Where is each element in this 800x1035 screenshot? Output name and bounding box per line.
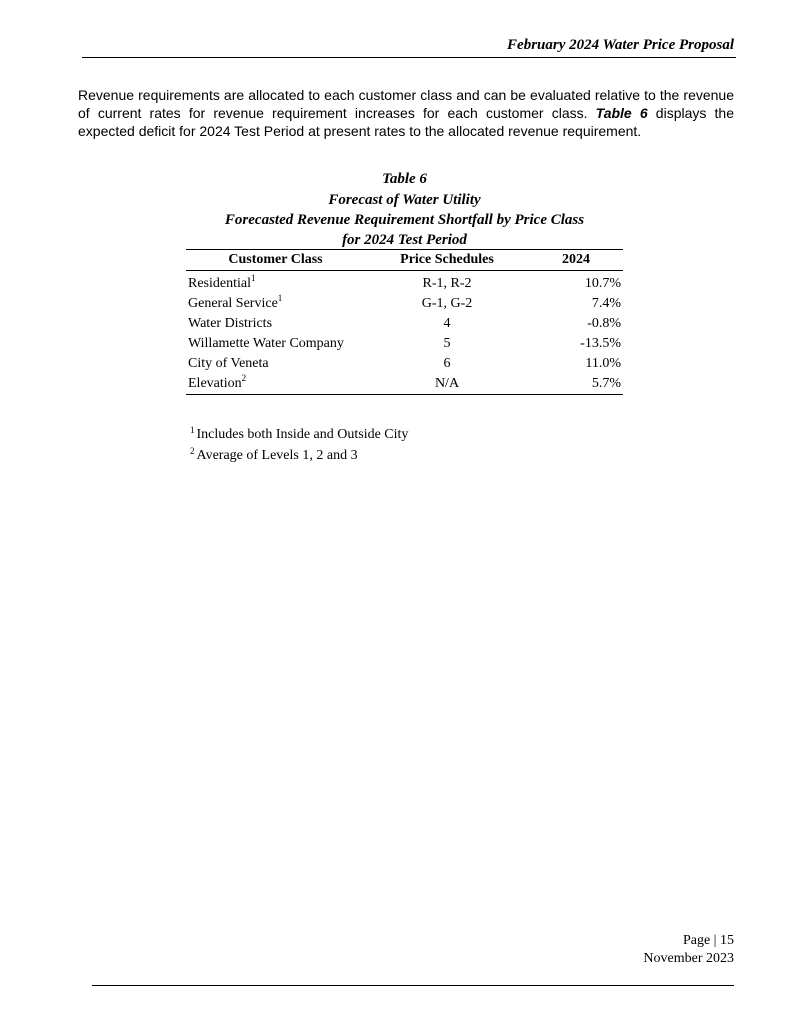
- header-customer-class: Customer Class: [186, 250, 365, 271]
- footnote-marker: 1: [251, 273, 256, 283]
- value-cell: 7.4%: [591, 296, 621, 311]
- customer-class-cell: Elevation$^2$: [186, 374, 365, 395]
- table-row: [186, 271, 623, 295]
- price-schedules-cell: 5: [443, 336, 451, 351]
- footnote-1: [190, 427, 408, 443]
- footnote-2: [190, 448, 358, 464]
- footnote-marker: 2: [241, 373, 247, 383]
- footnote-text: Includes both Inside and Outside City: [196, 427, 409, 442]
- footer-date: November 2023: [643, 951, 734, 966]
- footnote-marker: 1: [277, 293, 283, 303]
- header-year: 2024: [529, 250, 623, 271]
- customer-class-cell: City of Veneta: [188, 356, 269, 371]
- table-reference: Table 6: [595, 105, 648, 121]
- table-caption-title: Forecast of Water Utility: [328, 192, 481, 208]
- price-schedules-cell: 4: [443, 316, 451, 331]
- footnote-mark: 1: [190, 425, 195, 435]
- footnote-text: Average of Levels 1, 2 and 3: [196, 448, 358, 463]
- table-row: [186, 294, 623, 314]
- price-schedules-cell: G-1, G-2: [421, 296, 473, 311]
- intro-text-before: Revenue requirements are allocated to each customer class and can be evaluated relative to the revenue of current rates for revenue requirement increases for each customer class.: [78, 87, 734, 121]
- page-number: Page | 15: [682, 933, 734, 948]
- price-schedules-cell: R-1, R-2: [422, 276, 472, 291]
- customer-class-cell: Willamette Water Company: [188, 336, 344, 351]
- footer-rule: [92, 985, 734, 986]
- customer-class-cell: General Service$^1$: [188, 293, 283, 311]
- table-caption-period: for 2024 Test Period: [342, 232, 467, 248]
- intro-text-after: displays the expected deficit for 2024 Test Period at present rates to the allocated revenue requirement.: [78, 105, 734, 139]
- header-price-schedules: Price Schedules: [365, 250, 529, 271]
- table-row: [186, 354, 623, 374]
- customer-class-cell: Residential$^1$: [188, 273, 256, 291]
- footnote-mark: 2: [190, 446, 195, 456]
- value-cell: -13.5%: [580, 336, 621, 351]
- value-cell: -0.8%: [587, 316, 621, 331]
- price-schedules-cell: 6: [443, 356, 451, 371]
- table-caption-number: Table 6: [382, 171, 427, 187]
- intro-paragraph: [78, 86, 734, 140]
- table-row: [186, 374, 623, 395]
- page-footer: [643, 932, 734, 968]
- revenue-shortfall-table: [186, 249, 623, 395]
- value-cell: 10.7%: [584, 276, 621, 291]
- table-row: [186, 334, 623, 354]
- header-rule: [82, 57, 736, 58]
- value-cell: 11.0%: [585, 356, 621, 371]
- table-caption-subtitle: Forecasted Revenue Requirement Shortfall by Price Class: [224, 212, 585, 228]
- customer-class-cell: Water Districts: [188, 316, 273, 331]
- table-row: [186, 314, 623, 334]
- table-header-row: [186, 250, 623, 271]
- value-cell: 5.7%: [529, 374, 623, 395]
- document-header-title: February 2024 Water Price Proposal: [507, 37, 734, 53]
- price-schedules-cell: N/A: [365, 374, 529, 395]
